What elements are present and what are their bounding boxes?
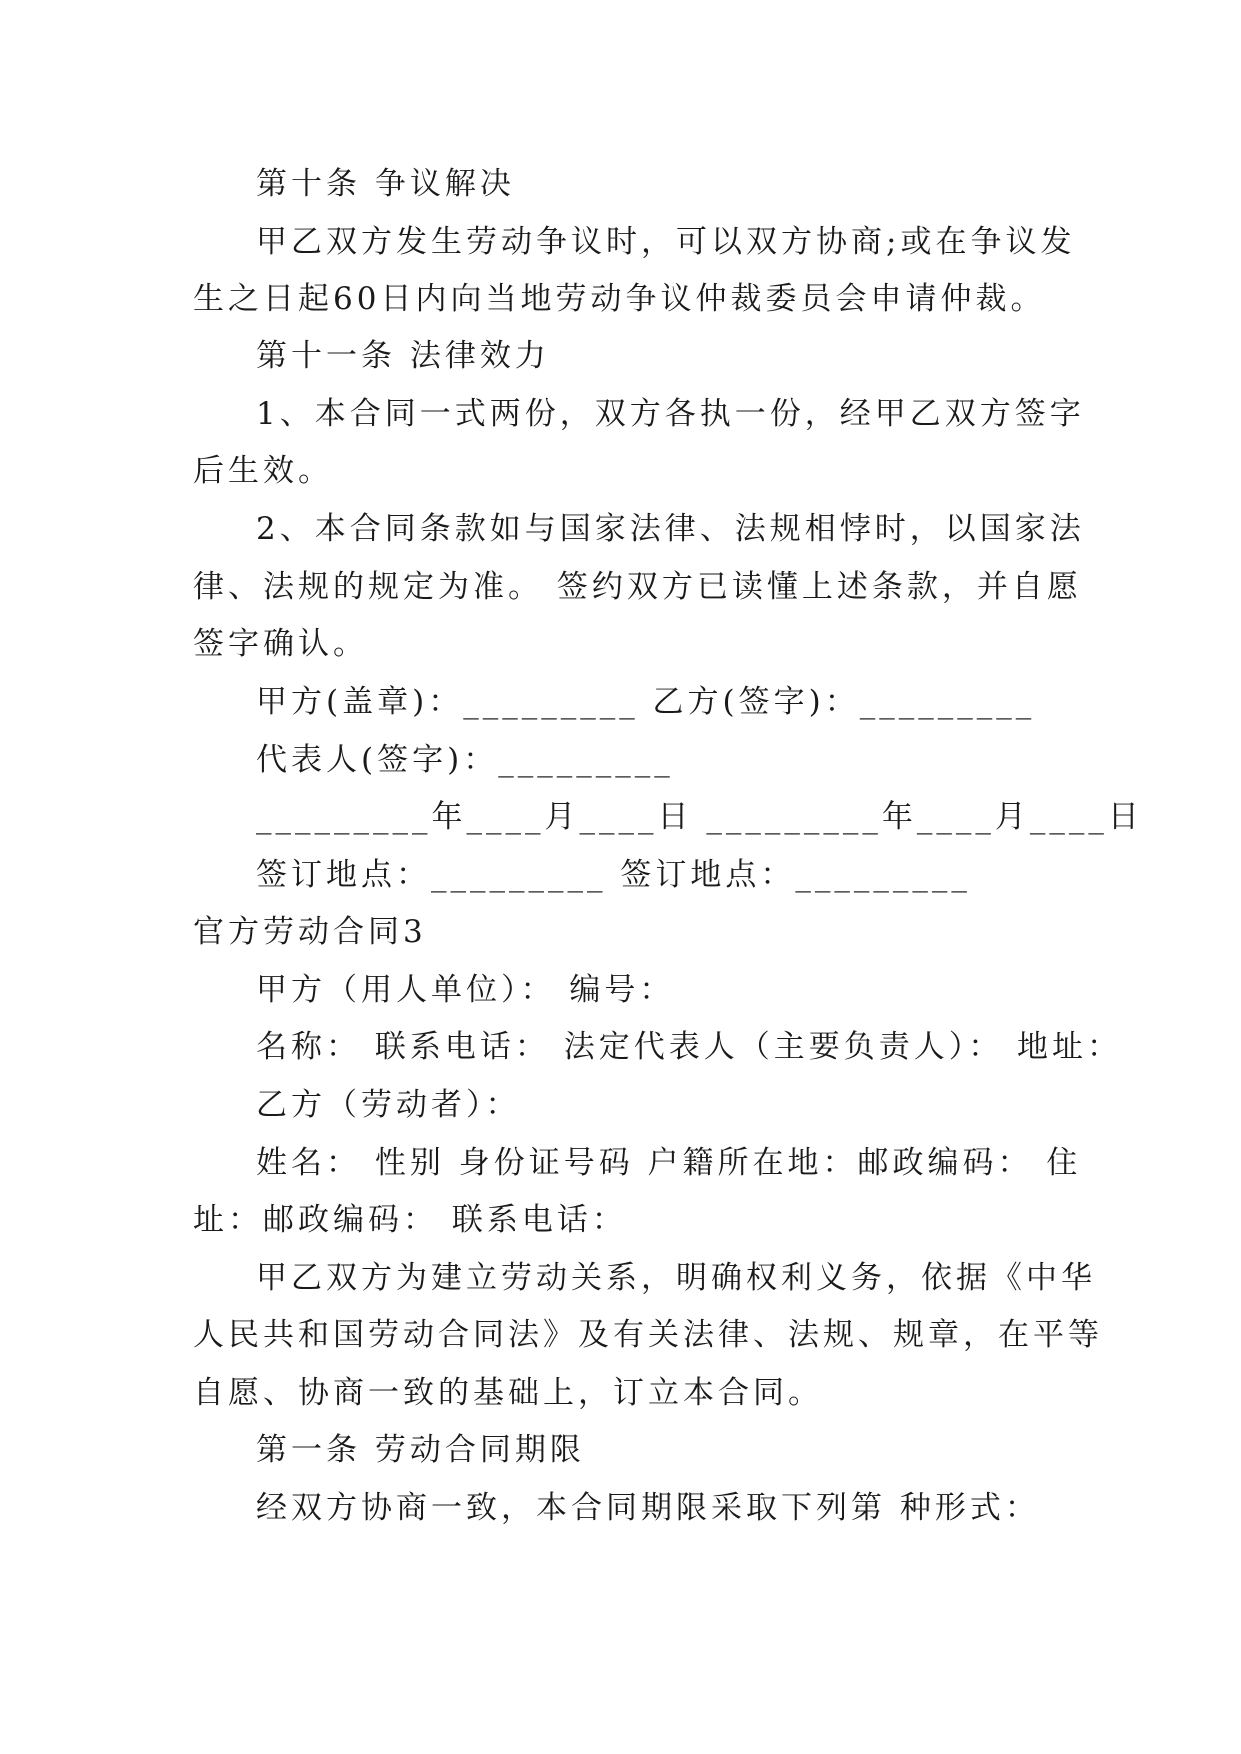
preamble-line: 甲乙双方为建立劳动关系，明确权利义务，依据《中华	[256, 1260, 1096, 1296]
representative-signature-line: 代表人(签字)：_________	[256, 742, 674, 778]
party-b-details-line: 姓名： 性别 身份证号码 户籍所在地：邮政编码： 住	[256, 1145, 1082, 1181]
party-a-line: 甲方（用人单位）： 编号：	[256, 972, 675, 1008]
paragraph-line: 律、法规的规定为准。 签约双方已读懂上述条款，并自愿	[193, 569, 1082, 605]
article-1-heading: 第一条 劳动合同期限	[256, 1432, 585, 1468]
signing-location-line: 签订地点：_________ 签订地点：_________	[256, 857, 971, 893]
article-11-heading: 第十一条 法律效力	[256, 338, 550, 374]
party-b-details-line: 址：邮政编码： 联系电话：	[193, 1202, 627, 1238]
paragraph-line: 1、本合同一式两份，双方各执一份，经甲乙双方签字	[256, 396, 1085, 432]
paragraph-line: 生之日起60日内向当地劳动争议仲裁委员会申请仲裁。	[193, 281, 1046, 317]
contract-title: 官方劳动合同3	[193, 914, 427, 950]
preamble-line: 人民共和国劳动合同法》及有关法律、法规、规章，在平等	[193, 1317, 1103, 1353]
signature-party-line: 甲方(盖章)：_________ 乙方(签字)：_________	[256, 684, 1036, 720]
paragraph-line: 经双方协商一致，本合同期限采取下列第 种形式：	[256, 1490, 1040, 1526]
preamble-line: 自愿、协商一致的基础上，订立本合同。	[193, 1375, 823, 1411]
paragraph-line: 甲乙双方发生劳动争议时，可以双方协商;或在争议发	[256, 224, 1076, 260]
party-a-details-line: 名称： 联系电话： 法定代表人（主要负责人）： 地址：	[256, 1029, 1123, 1065]
paragraph-line: 签字确认。	[193, 626, 368, 662]
date-line: _________年____月____日 _________年____月____日	[256, 799, 1143, 835]
article-10-heading: 第十条 争议解决	[256, 166, 515, 202]
party-b-line: 乙方（劳动者）：	[256, 1087, 521, 1123]
paragraph-line: 2、本合同条款如与国家法律、法规相悖时，以国家法	[256, 511, 1085, 547]
paragraph-line: 后生效。	[193, 453, 333, 489]
